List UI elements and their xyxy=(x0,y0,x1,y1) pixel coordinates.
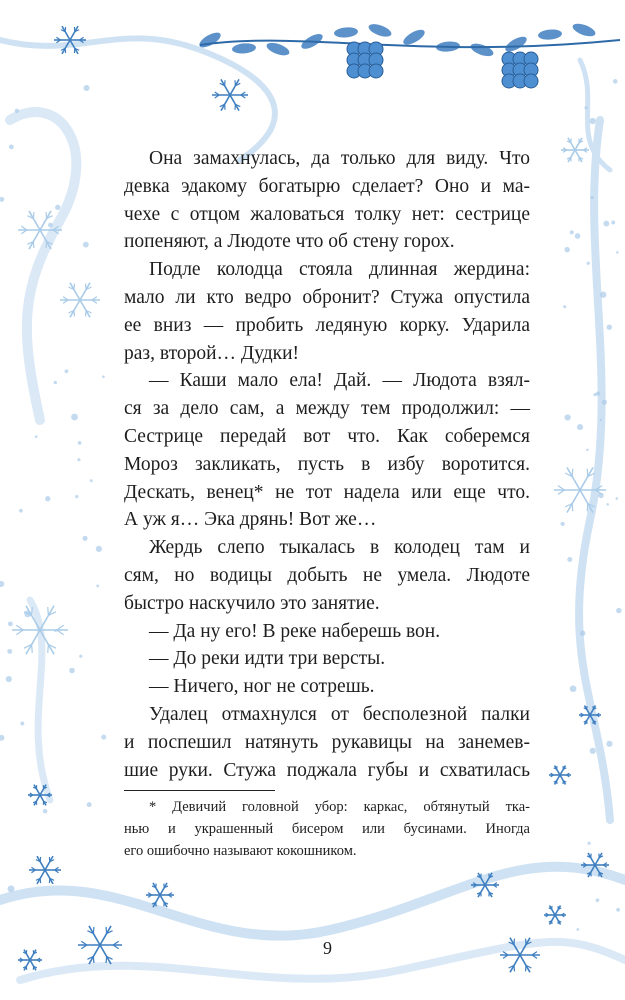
frost-dot xyxy=(65,369,69,373)
frost-dot xyxy=(45,496,50,501)
frost-dot xyxy=(596,898,600,902)
snowflake-icon xyxy=(40,606,54,630)
text-line: ся за дело сам, а между тем продолжил: — xyxy=(124,398,530,420)
text-line: ее вниз — пробить ледяную корку. Ударила xyxy=(124,314,530,336)
frost-dot xyxy=(96,546,102,552)
frost-dot xyxy=(616,608,621,613)
text-line: мало ли кто ведро обронит? Стужа опустила xyxy=(124,286,530,308)
footnote-divider xyxy=(124,790,275,791)
page-number: 9 xyxy=(323,938,332,958)
snowflake-icon xyxy=(106,927,107,934)
text-line: Сестрице передай вот что. Как соберемся xyxy=(124,425,530,447)
frost-dot xyxy=(580,630,585,635)
frost-dot xyxy=(78,441,82,445)
frost-dot xyxy=(593,393,596,396)
text-line: А уж я… Эка дрянь! Вот же… xyxy=(124,509,377,531)
leaf-icon xyxy=(571,21,597,39)
snowflake-icon xyxy=(33,212,34,219)
snowflake-icon xyxy=(80,300,90,317)
frost-dot xyxy=(77,458,80,461)
text-line: сям, но водицы добыть не умела. Людоте xyxy=(124,564,530,586)
text-line: Подле колодца стояла длинная жердина: xyxy=(149,259,530,281)
frost-dot xyxy=(0,735,4,741)
frost-dot xyxy=(613,79,618,84)
frost-dot xyxy=(590,748,596,754)
snowflake-icon xyxy=(572,504,573,512)
frost-dot xyxy=(24,610,31,617)
frost-dot xyxy=(71,414,78,421)
frost-dot xyxy=(20,721,24,725)
text-line: раз, второй… Дудки! xyxy=(124,342,300,364)
snowflake-icon xyxy=(80,283,90,300)
frost-dot xyxy=(591,196,594,199)
frost-dot xyxy=(8,885,15,892)
snowflake-icon xyxy=(48,607,49,615)
frost-dot xyxy=(576,928,579,931)
frost-dot xyxy=(8,621,13,626)
frost-dot xyxy=(69,668,75,674)
snowflake-icon xyxy=(70,300,80,317)
frost-dot xyxy=(75,495,78,498)
snowflake-icon xyxy=(567,490,580,513)
frost-swirl xyxy=(0,867,625,936)
footnote-line: его ошибочно называют кокошником. xyxy=(124,843,357,859)
text-line: Дескать, венец* не тот надела или еще что. xyxy=(124,481,530,503)
frost-dot xyxy=(607,325,612,330)
text-line: Жердь слепо тыкалась в колодец там и xyxy=(149,537,530,559)
snowflake-icon xyxy=(26,630,40,654)
leaf-icon xyxy=(503,34,529,55)
frost-dot xyxy=(87,802,92,807)
frost-dot xyxy=(603,221,609,227)
frost-dot xyxy=(615,497,618,500)
frost-dot xyxy=(570,685,577,692)
leaf-icon xyxy=(538,29,563,41)
snowflake-icon xyxy=(32,645,33,653)
frost-dot xyxy=(90,479,93,482)
snowflake-icon xyxy=(93,927,94,934)
snowflake-icon xyxy=(587,469,588,477)
text-line: попеняют, а Людоте что об стену горох. xyxy=(124,231,455,253)
footnote xyxy=(124,796,530,862)
text-line: — Ничего, ног не сотрешь. xyxy=(149,676,375,698)
frost-swirl xyxy=(10,112,76,420)
footnote-line: нью и украшенный бисером или бусинами. Иногда xyxy=(124,821,530,837)
berry-icon xyxy=(524,74,538,88)
frost-dot xyxy=(590,118,596,124)
frost-dot xyxy=(54,381,57,384)
frost-dot xyxy=(602,400,607,405)
frost-dot xyxy=(564,414,570,420)
frost-dot xyxy=(611,221,615,225)
snowflake-icon xyxy=(567,467,580,490)
frost-dot xyxy=(600,292,606,298)
frost-swirl xyxy=(580,60,610,170)
frost-dot xyxy=(563,305,566,308)
snowflake-icon xyxy=(46,212,47,219)
text-line: — Да ну его! В реке наберешь вон. xyxy=(149,620,441,642)
frost-dot xyxy=(577,424,583,430)
snowflake-icon xyxy=(33,241,34,248)
frost-dot xyxy=(102,375,105,378)
frost-dot xyxy=(587,262,590,265)
snowflake-icon xyxy=(29,211,40,230)
snowflake-icon xyxy=(70,283,80,300)
snowflake-icon xyxy=(29,230,40,249)
frost-dot xyxy=(15,109,19,113)
frost-dot xyxy=(598,493,603,498)
frost-dot xyxy=(35,435,38,438)
leaf-icon xyxy=(469,41,495,59)
berry-icon xyxy=(369,64,383,78)
frost-dot xyxy=(570,230,574,234)
text-line: чехе с отцом жаловаться толку нет: сестрице xyxy=(124,203,530,225)
snowflake-icon xyxy=(587,504,588,512)
frost-dot xyxy=(55,205,60,210)
frost-dot xyxy=(616,908,620,912)
frost-dot xyxy=(9,145,14,150)
footnote-line: * Девичий головной убор: каркас, обтянутый тка- xyxy=(149,799,530,815)
text-line: Удалец отмахнулся от бесполезной палки xyxy=(149,703,530,725)
text-line: — Каши мало ела! Дай. — Людота взял- xyxy=(149,370,530,392)
frost-dot xyxy=(606,741,612,747)
frost-dot xyxy=(586,449,589,452)
leaf-icon xyxy=(401,27,427,48)
text-line: шие руки. Стужа поджала губы и схватилась xyxy=(124,759,530,781)
frost-dot xyxy=(79,655,82,658)
frost-dot xyxy=(584,106,587,109)
frost-dot xyxy=(567,557,572,562)
snowflake-icon xyxy=(572,469,573,477)
frost-dot xyxy=(600,419,602,421)
snowflake-icon xyxy=(580,467,593,490)
leaf-icon xyxy=(265,40,291,58)
frost-dot xyxy=(560,522,564,526)
text-line: девка эдакому богатырю сделает? Оно и ма- xyxy=(124,175,530,197)
frost-dot xyxy=(43,809,47,813)
body-text xyxy=(124,145,530,784)
snowflake-icon xyxy=(46,241,47,248)
frost-dot xyxy=(564,247,569,252)
snowflake-icon xyxy=(48,645,49,653)
frost-dot xyxy=(101,735,106,740)
frost-dot xyxy=(606,503,609,506)
frost-dot xyxy=(96,584,99,587)
frost-dot xyxy=(0,197,4,202)
frost-dot xyxy=(0,581,4,587)
frost-dot xyxy=(48,223,53,228)
frost-dot xyxy=(84,85,90,91)
text-line: Она замахнулась, да только для виду. Что xyxy=(149,148,530,169)
frost-dot xyxy=(6,676,12,682)
leaf-icon xyxy=(334,26,359,38)
text-line: быстро наскучило это занятие. xyxy=(124,592,380,614)
text-line: — До реки идти три версты. xyxy=(149,648,386,670)
text-line: Мороз закликать, пусть в избу воротится. xyxy=(124,453,530,475)
snowflake-icon xyxy=(32,607,33,615)
frost-dot xyxy=(7,649,12,654)
frost-dot xyxy=(54,629,57,632)
frost-dot xyxy=(19,509,23,513)
frost-dot xyxy=(82,536,87,541)
frost-swirl xyxy=(0,38,275,160)
frost-dot xyxy=(83,242,89,248)
frost-dot xyxy=(616,251,619,254)
text-line: и поспешил натянуть рукавицы на занемев- xyxy=(124,731,530,753)
frost-dot xyxy=(588,842,591,845)
leaf-icon xyxy=(232,42,257,54)
frost-dot xyxy=(575,233,581,239)
leaf-icon xyxy=(367,22,393,40)
